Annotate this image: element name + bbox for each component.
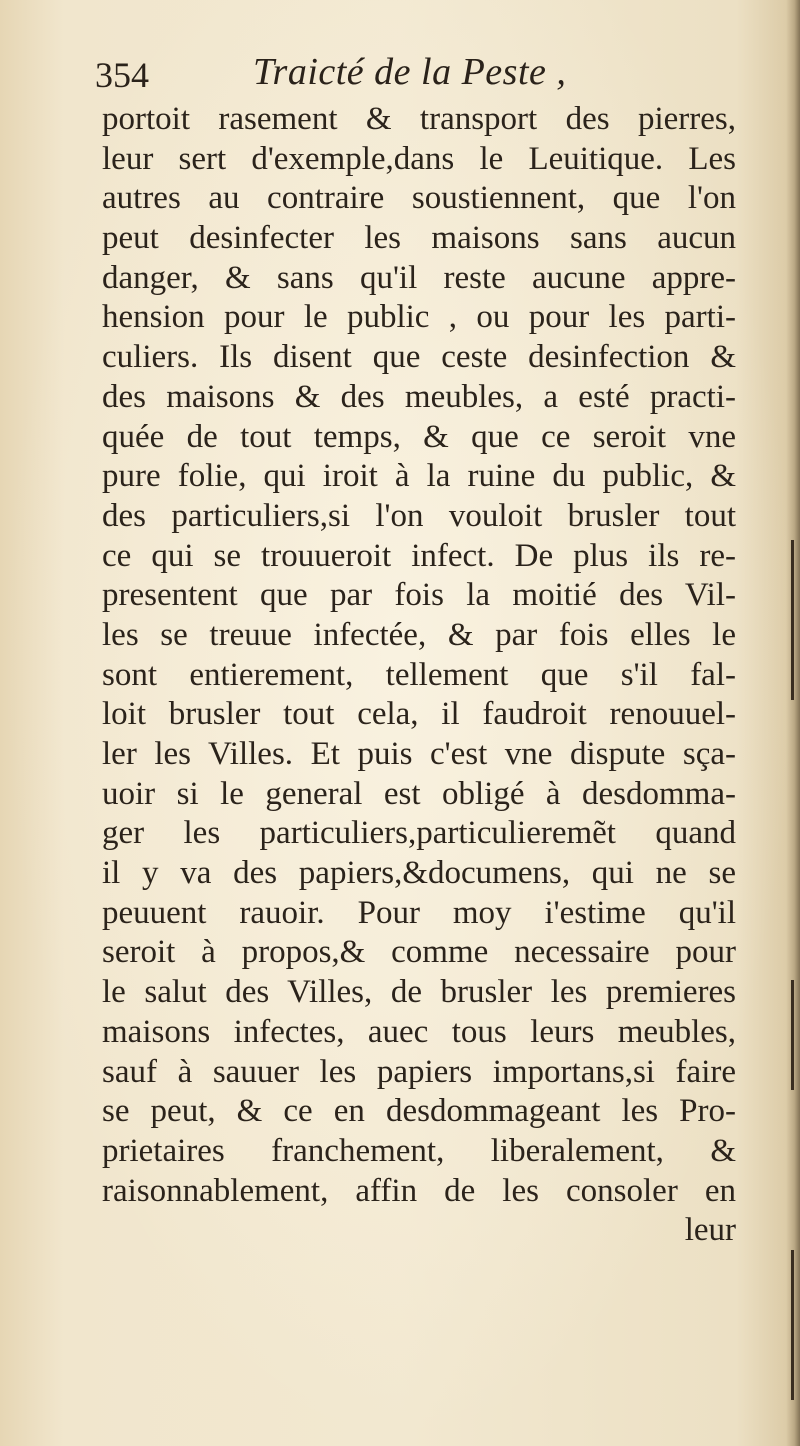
text-line: presentent que par fois la moitié des Vil- xyxy=(102,577,736,614)
text-line: pure folie, qui iroit à la ruine du public, & xyxy=(102,458,736,495)
catchword: leur xyxy=(684,1212,736,1249)
running-title: Traicté de la Peste , xyxy=(253,51,567,93)
text-line: il y va des papiers,&documens, qui ne se xyxy=(102,855,736,892)
page-edge-shadow xyxy=(786,0,800,1446)
text-line: le salut des Villes, de brusler les premieres xyxy=(102,974,736,1011)
text-line: raisonnablement, affin de les consoler en xyxy=(102,1172,736,1209)
text-line: sont entierement, tellement que s'il fal- xyxy=(102,656,736,693)
text-line: les se treuue infectée, & par fois elles le xyxy=(102,616,736,653)
text-line: maisons infectes, auec tous leurs meubles, xyxy=(102,1013,736,1050)
text-line: des particuliers,si l'on vouloit brusler tout xyxy=(102,497,736,534)
text-line: ger les particuliers,particulieremẽt quand xyxy=(102,815,736,852)
text-line: portoit rasement & transport des pierres, xyxy=(102,101,736,137)
text-line: hension pour le public , ou pour les parti- xyxy=(102,299,736,336)
text-line: autres au contraire soustiennent, que l'on xyxy=(102,180,736,217)
text-line: ler les Villes. Et puis c'est vne dispute sça- xyxy=(102,736,736,772)
text-line: quée de tout temps, & que ce seroit vne xyxy=(102,418,736,455)
text-line: loit brusler tout cela, il faudroit renouuel- xyxy=(102,696,736,733)
text-line: sauf à sauuer les papiers importans,si faire xyxy=(102,1053,736,1090)
text-line: ce qui se trouueroit infect. De plus ils re- xyxy=(102,537,736,574)
text-line: peut desinfecter les maisons sans aucun xyxy=(102,220,736,257)
text-line: se peut, & ce en desdommageant les Pro- xyxy=(102,1093,736,1130)
text-line: seroit à propos,& comme necessaire pour xyxy=(102,934,736,971)
page-edge-mark xyxy=(791,980,794,1090)
text-line: leur sert d'exemple,dans le Leuitique. Les xyxy=(102,140,736,177)
body-text xyxy=(102,100,736,1251)
page-number: 354 xyxy=(95,55,149,95)
page-edge-mark xyxy=(791,540,794,700)
text-line: culiers. Ils disent que ceste desinfection & xyxy=(102,339,736,376)
text-line: des maisons & des meubles, a esté practi- xyxy=(102,378,736,415)
text-line: uoir si le general est obligé à desdomma- xyxy=(102,775,736,812)
text-line: peuuent rauoir. Pour moy i'estime qu'il xyxy=(102,894,736,931)
page-edge-mark xyxy=(791,1250,794,1400)
text-line: danger, & sans qu'il reste aucune appre- xyxy=(102,259,736,296)
text-line: prietaires franchement, liberalement, & xyxy=(102,1132,736,1169)
